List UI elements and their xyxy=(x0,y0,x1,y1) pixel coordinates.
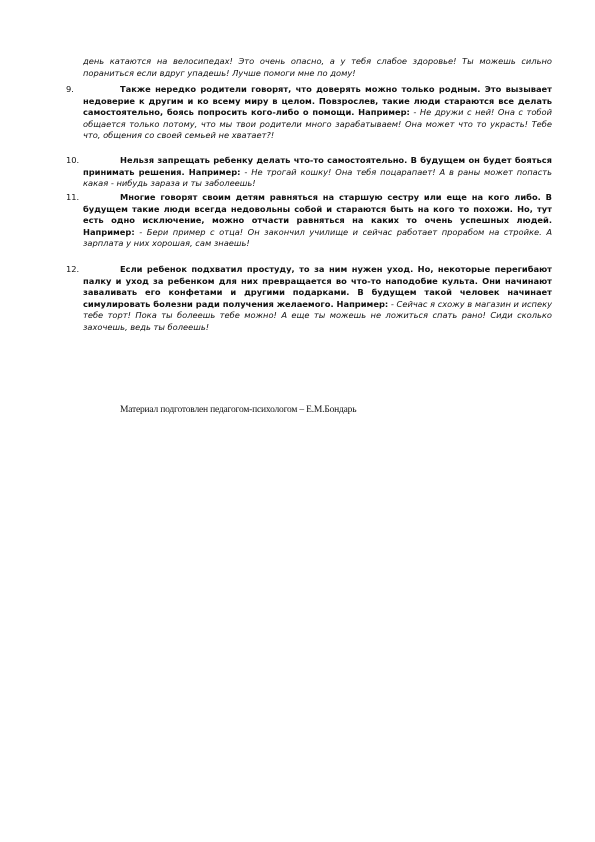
list-item-number: 9. xyxy=(66,84,74,94)
list-item-statement: Многие говорят своим детям равняться на старшую сестру или еще на кого либо. В будущем такие люди всегда недовольны собой и стараются быть на кого то похожи. Но, тут есть одно исключение, можно отчасти равняться на каких то очень успешных людей. Например: xyxy=(83,192,552,237)
list-item-example: - Сейчас я схожу в магазин и испеку тебе торт! Пока ты болеешь тебе можно! А еще ты можешь не ложиться спать рано! Сиди сколько захочешь, ведь ты болеешь! xyxy=(83,298,552,332)
list-item-9 xyxy=(66,84,552,142)
list-item-example: - Бери пример с отца! Он закончил училище и сейчас работает прорабом на стройке. А зарплата у них хорошая, сам знаешь! xyxy=(83,226,552,249)
list-item-text xyxy=(83,84,552,142)
list-item-number: 10. xyxy=(66,155,80,165)
list-item-text xyxy=(83,264,552,334)
list-item-text xyxy=(83,192,552,250)
list-item-example: - Не трогай кошку! Она тебя поцарапает! А в раны может попасть какая - нибудь зараза и ты заболеешь! xyxy=(83,166,552,189)
list-item-12 xyxy=(66,264,552,334)
list-item-statement: Также нередко родители говорят, что доверять можно только родным. Это вызывает недоверие к другим и ко всему миру в целом. Повзрослев, такие люди стараются все делать самостоятельно, боясь попросить кого-либо о помощи. Например: xyxy=(83,84,552,118)
list-item-example: - Не дружи с ней! Она с тобой общается только потому, что мы твои родители много зарабатываем! Она может что то украсть! Тебе что, общения со своей семьей не хватает?! xyxy=(83,107,552,141)
list-item-text xyxy=(83,155,552,190)
list-item-number: 11. xyxy=(66,192,80,202)
continuation-paragraph: день катаются на велосипедах! Это очень опасно, а у тебя слабое здоровье! Ты можешь сильно пораниться если вдруг упадешь! Лучше помоги мне по дому! xyxy=(83,56,552,78)
list-item-number: 12. xyxy=(66,264,80,274)
list-item-statement: Нельзя запрещать ребенку делать что-то самостоятельно. В будущем он будет бояться принимать решения. Например: xyxy=(83,155,552,177)
list-item-10 xyxy=(66,155,552,190)
list-item-statement: Если ребенок подхватил простуду, то за ним нужен уход. Но, некоторые перегибают палку и уход за ребенком для них превращается во что-то наподобие культа. Они начинают заваливать его конфетами и другими подарками. В будущем такой человек начинает симулировать болезни ради получения желаемого. Например: xyxy=(83,264,552,309)
list-item-11 xyxy=(66,192,552,250)
author-signature: Материал подготовлен педагогом-психологом – Е.М.Бондарь xyxy=(120,405,357,415)
